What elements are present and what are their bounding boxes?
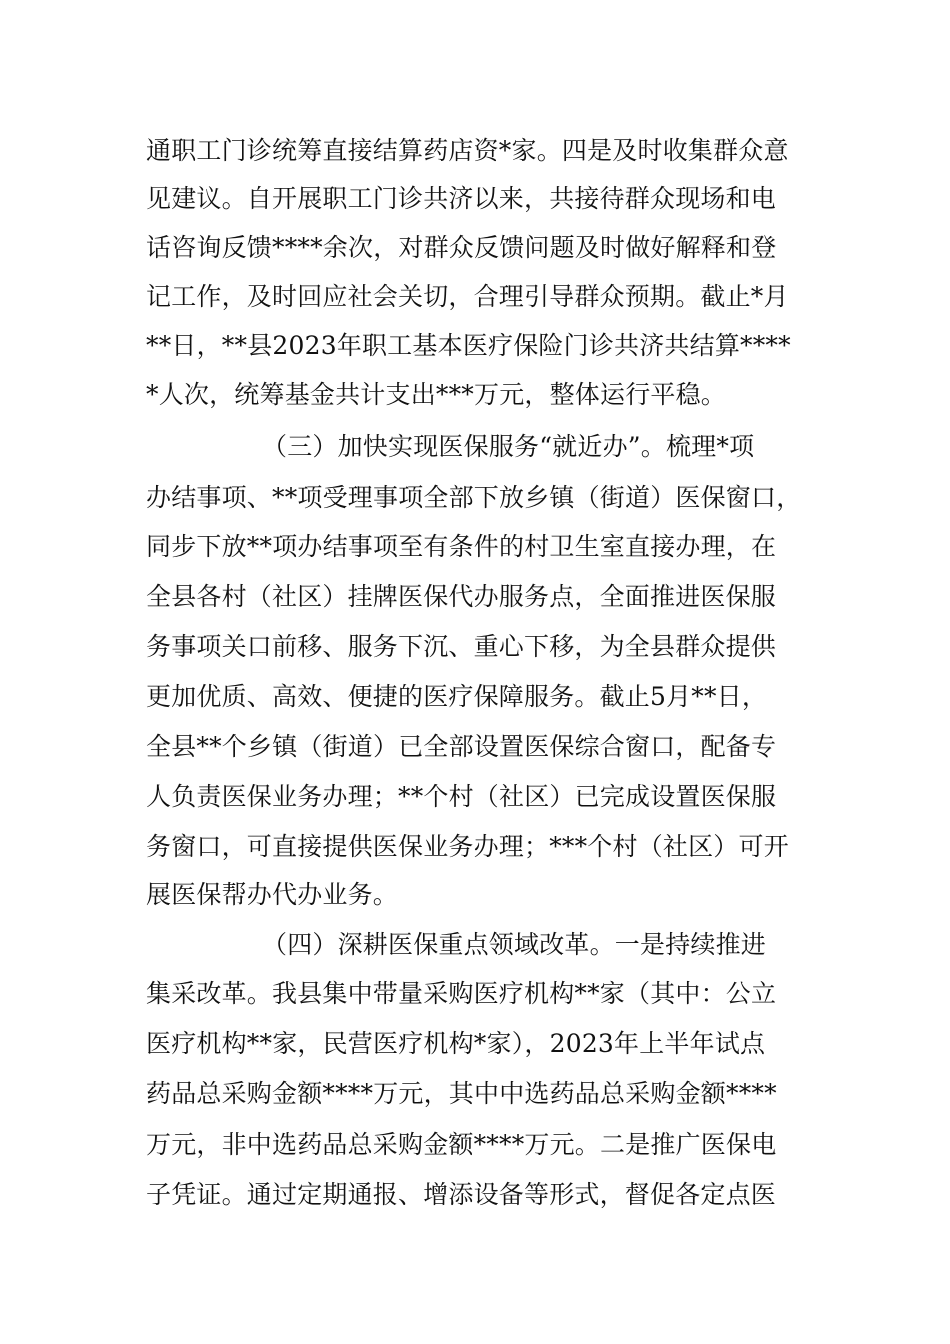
paragraph-line: 集采改革。我县集中带量采购医疗机构**家（其中：公立 [146, 979, 777, 1008]
paragraph-line: 话咨询反馈****余次，对群众反馈问题及时做好解释和登 [146, 233, 777, 262]
paragraph-line: 通职工门诊统筹直接结算药店资*家。四是及时收集群众意 [146, 136, 789, 165]
paragraph-line: 人负责医保业务办理；**个村（社区）已完成设置医保服 [146, 782, 777, 811]
paragraph-line: 全县**个乡镇（街道）已全部设置医保综合窗口，配备专 [146, 732, 777, 761]
paragraph-line: 子凭证。通过定期通报、增添设备等形式，督促各定点医 [146, 1180, 777, 1209]
paragraph-line: 医疗机构**家，民营医疗机构*家），2023年上半年试点 [146, 1029, 766, 1058]
paragraph-line: 药品总采购金额****万元，其中中选药品总采购金额**** [146, 1079, 777, 1108]
paragraph-line: 办结事项、**项受理事项全部下放乡镇（街道）医保窗口， [146, 483, 802, 512]
section-heading-3: （三）加快实现医保服务“就近办”。梳理*项 [262, 432, 755, 461]
paragraph-line: 务窗口，可直接提供医保业务办理；***个村（社区）可开 [146, 832, 789, 861]
paragraph-line: *人次，统筹基金共计支出***万元，整体运行平稳。 [146, 380, 727, 409]
paragraph-line: 全县各村（社区）挂牌医保代办服务点，全面推进医保服 [146, 582, 777, 611]
section-heading-4: （四）深耕医保重点领域改革。一是持续推进 [262, 930, 767, 959]
paragraph-line: 展医保帮办代办业务。 [146, 880, 399, 909]
paragraph-line: 同步下放**项办结事项至有条件的村卫生室直接办理，在 [146, 532, 777, 561]
paragraph-line: **日，**县2023年职工基本医疗保险门诊共济共结算**** [146, 331, 791, 360]
paragraph-line: 万元，非中选药品总采购金额****万元。二是推广医保电 [146, 1130, 777, 1159]
paragraph-line: 务事项关口前移、服务下沉、重心下移，为全县群众提供 [146, 632, 777, 661]
paragraph-line: 见建议。自开展职工门诊共济以来，共接待群众现场和电 [146, 184, 777, 213]
paragraph-line: 记工作，及时回应社会关切，合理引导群众预期。截止*月 [146, 282, 789, 311]
paragraph-line: 更加优质、高效、便捷的医疗保障服务。截止5月**日， [146, 682, 768, 711]
